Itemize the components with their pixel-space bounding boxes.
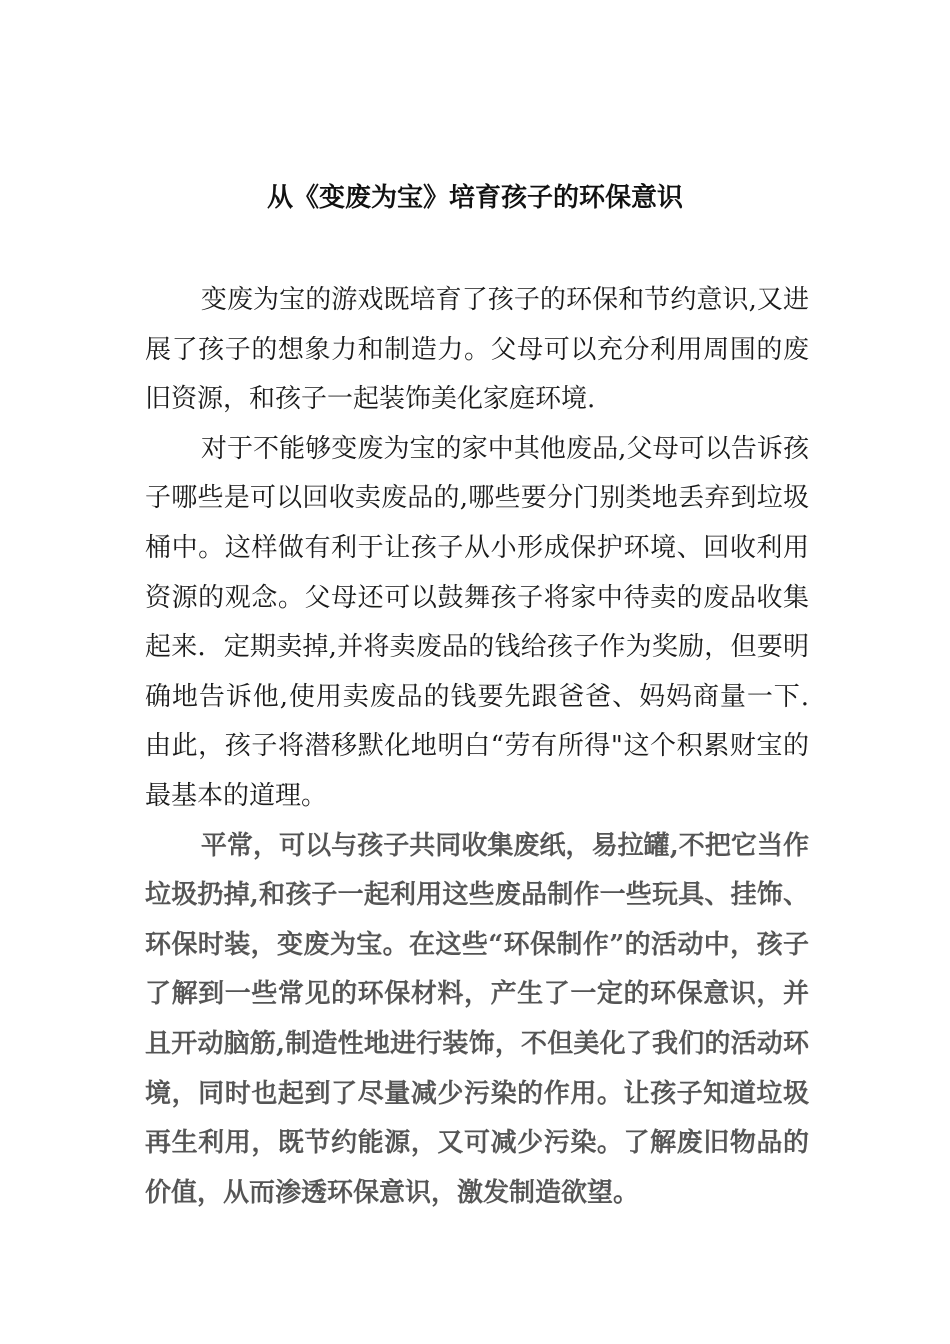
paragraph-2: 对于不能够变废为宝的家中其他废品,父母可以告诉孩子哪些是可以回收卖废品的,哪些要分门别类地丢弃到垃圾桶中。这样做有利于让孩子从小形成保护环境、回收利用资源的观念。父母还可以鼓舞孩子将家中待卖的废品收集起来．定期卖掉,并将卖废品的钱给孩子作为奖励，但要明确地告诉他,使用卖废品的钱要先跟爸爸、妈妈商量一下.由此，孩子将潜移默化地明白“劳有所得"这个积累财宝的最基本的道理。 xyxy=(145,433,809,811)
document-body xyxy=(145,276,809,1218)
paragraph-1: 变废为宝的游戏既培育了孩子的环保和节约意识,又进展了孩子的想象力和制造力。父母可以充分利用周围的废旧资源，和孩子一起装饰美化家庭环境. xyxy=(145,285,809,415)
paragraph-3: 平常，可以与孩子共同收集废纸，易拉罐,不把它当作垃圾扔掉,和孩子一起利用这些废品制作一些玩具、挂饰、环保时装，变废为宝。在这些“环保制作”的活动中，孩子了解到一些常见的环保材料，产生了一定的环保意识，并且开动脑筋,制造性地进行装饰，不但美化了我们的活动环境，同时也起到了尽量减少污染的作用。让孩子知道垃圾再生利用，既节约能源，又可减少污染。了解废旧物品的价值，从而渗透环保意识，激发制造欲望。 xyxy=(145,830,809,1208)
document-title: 从《变废为宝》培育孩子的环保意识 xyxy=(266,183,683,213)
